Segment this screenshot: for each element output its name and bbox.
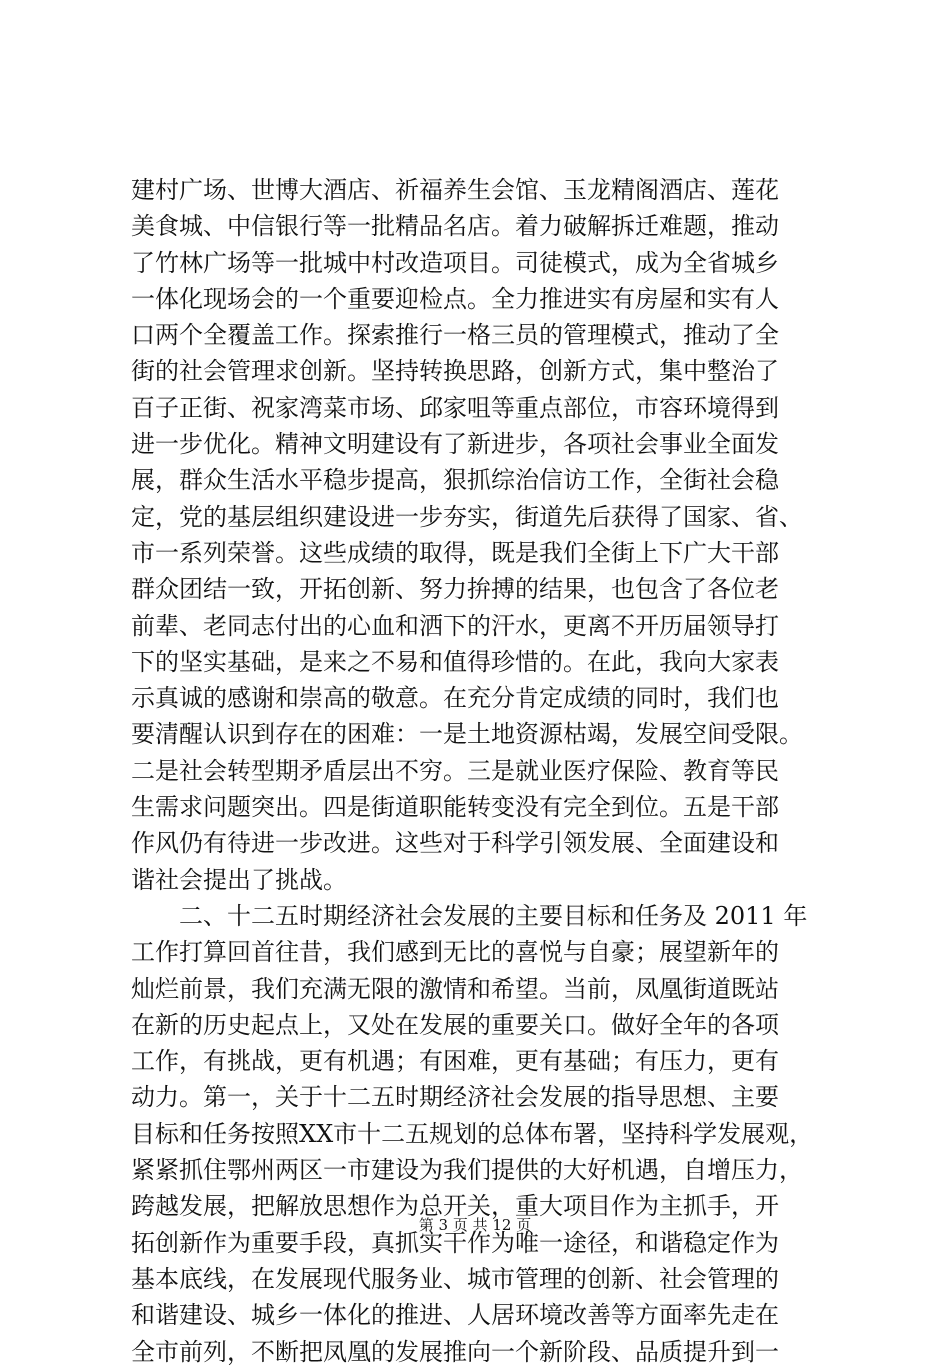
- text-line: 群众团结一致，开拓创新、努力拚搏的结果，也包含了各位老: [131, 575, 779, 604]
- text-line: 美食城、中信银行等一批精品名店。着力破解拆迁难题，推动: [131, 212, 779, 241]
- text-line: 一体化现场会的一个重要迎检点。全力推进实有房屋和实有人: [131, 284, 779, 313]
- text-line: 目标和任务按照XX市十二五规划的总体布署，坚持科学发展观，: [131, 1119, 814, 1148]
- text-line: 定，党的基层组织建设进一步夯实，街道先后获得了国家、省、: [131, 502, 803, 531]
- text-line: 了竹林广场等一批城中村改造项目。司徒模式，成为全省城乡: [131, 248, 779, 277]
- page-footer: 第 3 页 共 12 页: [418, 1216, 532, 1234]
- text-line: 和谐建设、城乡一体化的推进、人居环境改善等方面率先走在: [131, 1301, 779, 1330]
- text-line: 进一步优化。精神文明建设有了新进步，各项社会事业全面发: [131, 430, 779, 459]
- text-line: 生需求问题突出。四是街道职能转变没有完全到位。五是干部: [131, 793, 779, 822]
- text-line: 示真诚的感谢和崇高的敬意。在充分肯定成绩的同时，我们也: [131, 684, 779, 713]
- text-line: 二是社会转型期矛盾层出不穷。三是就业医疗保险、教育等民: [131, 756, 779, 785]
- text-line: 下的坚实基础，是来之不易和值得珍惜的。在此，我向大家表: [131, 647, 779, 676]
- text-line: 前辈、老同志付出的心血和洒下的汗水，更离不开历届领导打: [131, 611, 779, 640]
- text-line: 灿烂前景，我们充满无限的激情和希望。当前，凤凰街道既站: [131, 974, 779, 1003]
- text-line: 作风仍有待进一步改进。这些对于科学引领发展、全面建设和: [131, 829, 779, 858]
- text-line: 工作打算回首往昔，我们感到无比的喜悦与自豪；展望新年的: [131, 938, 779, 967]
- text-line: 口两个全覆盖工作。探索推行一格三员的管理模式，推动了全: [131, 321, 779, 350]
- text-line: 基本底线，在发展现代服务业、城市管理的创新、社会管理的: [131, 1264, 779, 1293]
- text-line: 动力。第一，关于十二五时期经济社会发展的指导思想、主要: [131, 1083, 779, 1112]
- body-text: [131, 172, 831, 1370]
- text-line: 街的社会管理求创新。坚持转换思路，创新方式，集中整治了: [131, 357, 779, 386]
- text-line: 全市前列，不断把凤凰的发展推向一个新阶段、品质提升到一: [131, 1337, 779, 1366]
- text-line: 工作，有挑战，更有机遇；有困难，更有基础；有压力，更有: [131, 1047, 779, 1076]
- text-line: 展，群众生活水平稳步提高，狠抓综治信访工作，全街社会稳: [131, 466, 779, 495]
- text-line: 建村广场、世博大酒店、祈福养生会馆、玉龙精阁酒店、莲花: [131, 176, 779, 204]
- text-line: 跨越发展，把解放思想作为总开关，重大项目作为主抓手，开: [131, 1192, 779, 1221]
- text-line: 谐社会提出了挑战。: [131, 865, 347, 894]
- text-line: 要清醒认识到存在的困难：一是土地资源枯竭，发展空间受限。: [131, 720, 803, 749]
- text-line: 在新的历史起点上，又处在发展的重要关口。做好全年的各项: [131, 1010, 779, 1039]
- text-line: 二、十二五时期经济社会发展的主要目标和任务及 2011 年: [131, 901, 808, 930]
- text-line: 百子正街、祝家湾菜市场、邱家咀等重点部位，市容环境得到: [131, 393, 779, 422]
- text-line: 市一系列荣誉。这些成绩的取得，既是我们全街上下广大干部: [131, 538, 779, 567]
- text-line: 拓创新作为重要手段，真抓实干作为唯一途径，和谐稳定作为: [131, 1228, 779, 1257]
- text-line: 紧紧抓住鄂州两区一市建设为我们提供的大好机遇，自增压力，: [131, 1156, 803, 1185]
